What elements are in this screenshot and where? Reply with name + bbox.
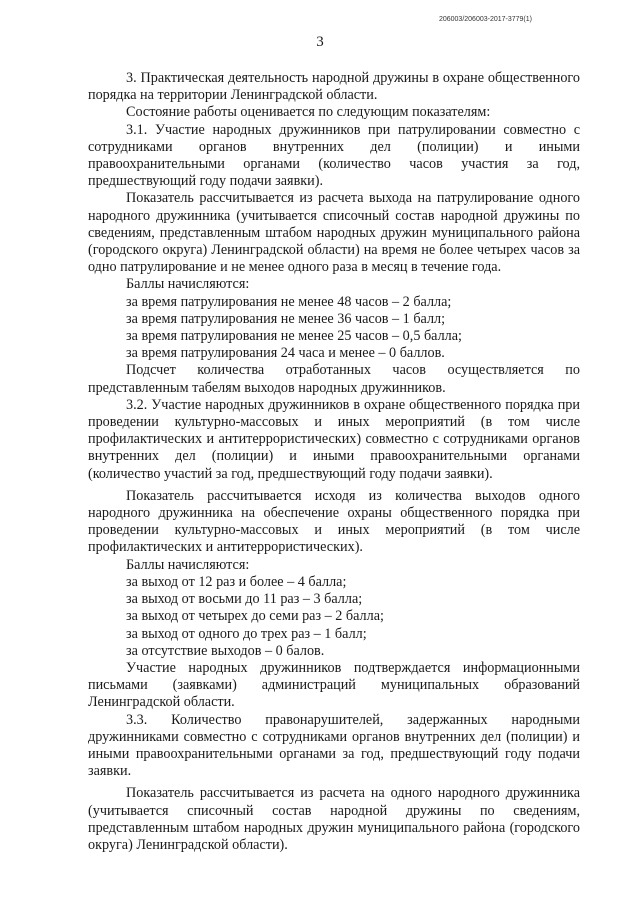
item-3-1-heading: 3.1. Участие народных дружинников при патрулировании совместно с сотрудниками органов внутренних дел (полиции) и иными правоохранительными органами (количество часов участия за год, предшествующий году подачи заявки). [88, 121, 580, 190]
item-3-2-heading: 3.2. Участие народных дружинников в охране общественного порядка при проведении культурно-массовых и иных мероприятий (в том числе профилактических и антитеррористических) совместно с сотрудниками органов внутренних дел (полиции) и иными правоохранительными органами (количество участий за год, предшествующий году подачи заявки). [88, 396, 580, 482]
paragraph: Показатель рассчитывается из расчета выхода на патрулирование одного народного дружинника (учитывается списочный состав народной дружины по сведениям, представленным штабом народных дружин муниципального района (городского округа) Ленинградской области) на время не более четырех часов за одно патрулирование и не менее одного раза в месяц в течение года. [88, 190, 580, 276]
list-item: за время патрулирования не менее 48 часов – 2 балла; [126, 293, 452, 310]
points-intro: Баллы начисляются: [126, 276, 250, 293]
paragraph: Подсчет количества отработанных часов осуществляется по представленным табелям выходов народных дружинников. [88, 362, 580, 396]
list-item: за время патрулирования 24 часа и менее – 0 баллов. [126, 345, 445, 362]
item-3-3-heading: 3.3. Количество правонарушителей, задержанных народными дружинниками совместно с сотрудниками органов внутренних дел (полиции) и иными правоохранительными органами за год, предшествующий году подачи заявки. [88, 711, 580, 780]
paragraph: Состояние работы оценивается по следующим показателям: [126, 104, 491, 121]
points-intro: Баллы начисляются: [126, 556, 250, 573]
page-number: 3 [316, 34, 324, 50]
list-item: за выход от 12 раз и более – 4 балла; [126, 573, 347, 590]
list-item: за отсутствие выходов – 0 балов. [126, 642, 325, 659]
document-id: 206003/206003-2017-3779(1) [438, 16, 532, 23]
paragraph: Участие народных дружинников подтверждается информационными письмами (заявками) администраций муниципальных образований Ленинградской области. [88, 659, 580, 711]
section-3-heading: 3. Практическая деятельность народной дружины в охране общественного порядка на территории Ленинградской области. [88, 70, 580, 104]
list-item: за выход от одного до трех раз – 1 балл; [126, 625, 367, 642]
paragraph: Показатель рассчитывается исходя из количества выходов одного народного дружинника на обеспечение охраны общественного порядка при проведении культурно-массовых и иных мероприятий (в том числе профилактических и антитеррористических). [88, 487, 580, 556]
paragraph: Показатель рассчитывается из расчета на одного народного дружинника (учитывается списочный состав народной дружины по сведениям, представленным штабом народных дружин муниципального района (городского округа) Ленинградской области). [88, 785, 580, 853]
list-item: за выход от восьми до 11 раз – 3 балла; [126, 591, 363, 608]
list-item: за выход от четырех до семи раз – 2 балла; [126, 608, 384, 625]
list-item: за время патрулирования не менее 25 часов – 0,5 балла; [126, 328, 462, 345]
document-body [88, 70, 580, 854]
list-item: за время патрулирования не менее 36 часов – 1 балл; [126, 310, 446, 327]
